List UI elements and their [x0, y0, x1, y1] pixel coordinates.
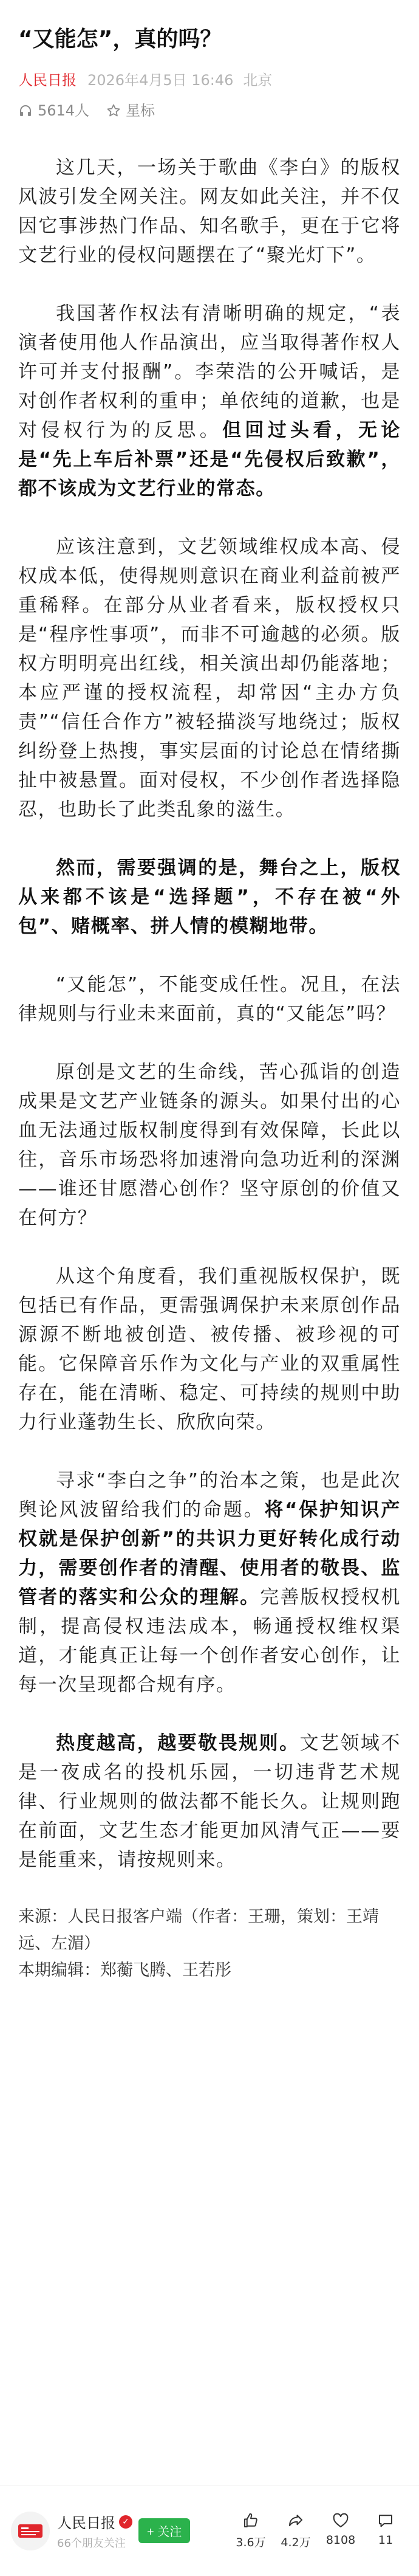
account-followers: 66个朋友关注: [57, 2537, 126, 2550]
article-paragraph: [18, 970, 401, 1028]
newspaper-logo-icon: [17, 2522, 44, 2540]
thumbs-up-icon: [242, 2512, 260, 2530]
editor-credit: 本期编辑：郑蘅飞腾、王若彤: [18, 1961, 231, 1980]
bold-text-run: 然而，需要强调的是，舞台之上，版权从来都不该是“选择题”，不存在被“外包”、赌概率、拼人情的模糊地带。: [18, 857, 401, 937]
bold-text-run: 热度越高，越要敬畏规则。: [56, 1732, 300, 1754]
text-run: 文艺领域不是一夜成名的投机乐园，一切违背艺术规律、行业规则的做法都不能长久。让规则跑在前面，文艺生态才能更加风清气正——要是能重来，请按规则来。: [18, 1732, 401, 1871]
star-button[interactable]: [106, 101, 155, 120]
article-paragraph: [18, 153, 401, 270]
heart-icon: [332, 2512, 350, 2530]
article-header: [0, 0, 419, 120]
text-run: 应该注意到，文艺领域维权成本高、侵权成本低，使得规则意识在商业利益前被严重稀释。在部分从业者看来，版权授权只是“程序性事项”，而非不可逾越的必须。版权方明明亮出红线，相关演出却仍能落地；本应严谨的授权流程，却常因“主办方负责”“信任合作方”被轻描淡写地绕过；版权纠纷登上热搜，事实层面的讨论总在情绪撕扯中被悬置。面对侵权，不少创作者选择隐忍，也助长了此类乱象的滋生。: [18, 536, 401, 821]
article-paragraph: [18, 1729, 401, 1875]
headphones-icon: [18, 103, 33, 118]
favorite-count: 8108: [325, 2533, 356, 2547]
listen-stat[interactable]: [18, 101, 89, 120]
like-action[interactable]: [228, 2512, 273, 2550]
account-logo[interactable]: [11, 2512, 50, 2550]
article-paragraph: [18, 1262, 401, 1437]
article-paragraph: [18, 1058, 401, 1233]
publish-location: 北京: [243, 72, 273, 89]
stats-row: [18, 101, 401, 120]
source-link[interactable]: 人民日报: [18, 72, 77, 89]
bottom-bar: [0, 2485, 419, 2576]
source-credit: 来源：人民日报客户端（作者：王珊，策划：王靖远、左湄）: [18, 1907, 379, 1953]
share-icon: [287, 2512, 305, 2530]
favorite-action[interactable]: [318, 2512, 363, 2550]
article-body: [0, 153, 419, 1875]
article-footer: [18, 1904, 401, 1984]
article-title: “又能怎”，真的吗？: [18, 27, 222, 52]
text-run: 我国著作权法有清晰明确的规定，“表演者使用他人作品演出，应当取得著作权人许可并支付报酬”。李荣浩的公开喊话，是对创作者权利的重申；单依纯的道歉，也是对侵权行为的反思。: [18, 303, 401, 441]
bold-text-run: 但回过头看，无论是“先上车后补票”还是“先侵权后致歉”，都不该成为文艺行业的常态。: [18, 419, 401, 500]
share-count: 4.2万: [281, 2536, 311, 2549]
article-paragraph: [18, 853, 401, 941]
text-run: “又能怎”，不能变成任性。况且，在法律规则与行业未来面前，真的“又能怎”吗？: [18, 974, 401, 1025]
comment-count: 11: [378, 2533, 393, 2547]
listen-count: 5614人: [38, 102, 90, 119]
star-icon: [106, 103, 121, 118]
text-run: 从这个角度看，我们重视版权保护，既包括已有作品，更需强调保护未来原创作品源源不断地被创造、被传播、被珍视的可能。它保障音乐作为文化与产业的双重属性存在，能在清晰、稳定、可持续的规则中助力行业蓬勃生长、欣欣向荣。: [18, 1266, 401, 1433]
account-name: 人民日报: [57, 2515, 115, 2532]
text-run: 完善版权授权机制，提高侵权违法成本，畅通授权维权渠道，才能真正让每一个创作者安心创作，让每一次呈现都合规有序。: [18, 1586, 401, 1696]
bold-text-run: 将“保护知识产权就是保护创新”的共识力更好转化成行动力，需要创作者的清醒、使用者的敬畏、监管者的落实和公众的理解。: [18, 1499, 401, 1608]
follow-button[interactable]: + 关注: [138, 2518, 190, 2543]
article-paragraph: [18, 299, 401, 503]
article-paragraph: [18, 532, 401, 824]
article-paragraph: [18, 1466, 401, 1700]
text-run: 原创是文艺的生命线，苦心孤诣的创造成果是文艺产业链条的源头。如果付出的心血无法通过版权制度得到有效保障，长此以往，音乐市场恐将加速滑向急功近利的深渊——谁还甘愿潜心创作？坚守原创的价值又在何方？: [18, 1061, 401, 1229]
star-label: 星标: [126, 102, 155, 119]
text-run: 寻求“李白之争”的治本之策，也是此次舆论风波留给我们的命题。: [18, 1470, 401, 1521]
share-action[interactable]: [273, 2512, 318, 2550]
text-run: 这几天，一场关于歌曲《李白》的版权风波引发全网关注。网友如此关注，并不仅因它事涉热门作品、知名歌手，更在于它将文艺行业的侵权问题摆在了“聚光灯下”。: [18, 157, 401, 266]
account-info[interactable]: [57, 2511, 132, 2550]
publish-date: 2026年4月5日 16:46: [87, 72, 234, 89]
meta-row: [18, 71, 401, 90]
like-count: 3.6万: [236, 2536, 266, 2549]
action-group: [228, 2512, 408, 2550]
verified-badge-icon: ✓: [119, 2515, 132, 2529]
comment-icon: [376, 2512, 395, 2530]
comment-action[interactable]: [363, 2512, 408, 2550]
